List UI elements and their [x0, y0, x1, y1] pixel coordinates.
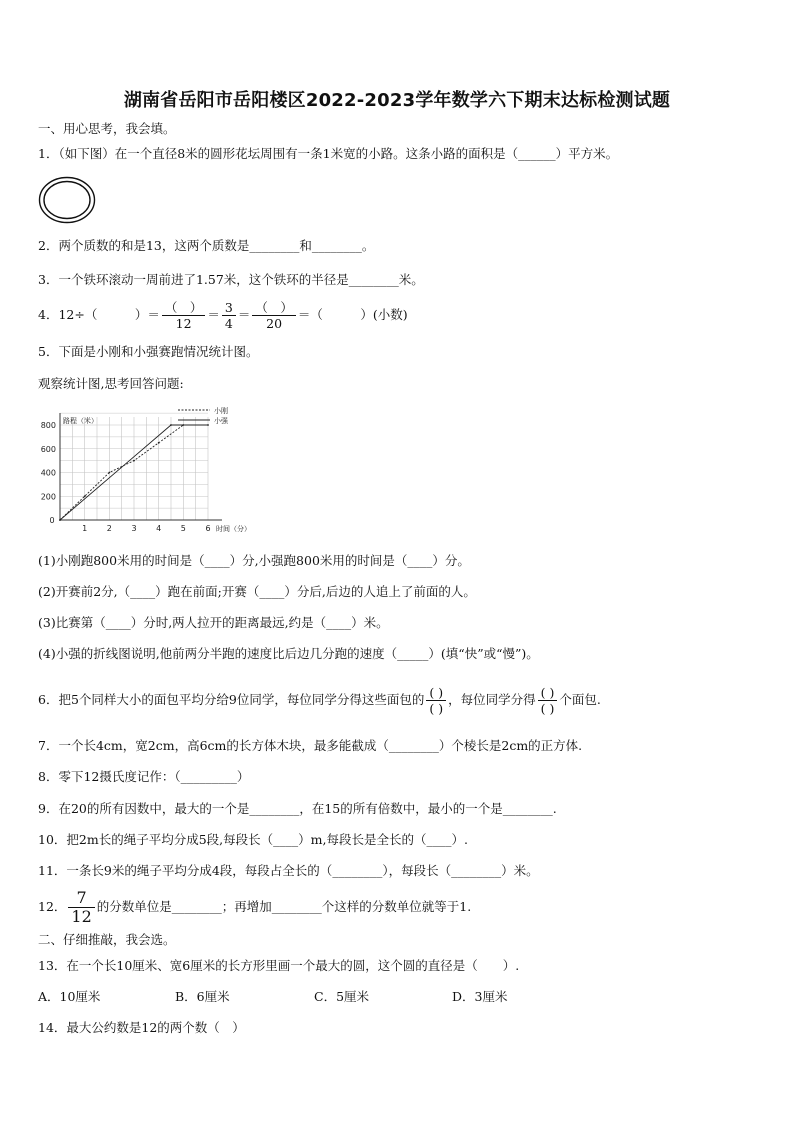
question-9: 9．在20的所有因数中，最大的一个是________，在15的所有倍数中，最小的一个是________. [38, 801, 557, 816]
q12-fraction-numerator: 7 [68, 889, 94, 908]
question-2: 2．两个质数的和是13，这两个质数是________和________。 [38, 238, 375, 253]
section-heading-2: 二、仔细推敲，我会选。 [38, 932, 176, 947]
chart-y-tick-label: 800 [40, 421, 56, 430]
chart-data-point [207, 424, 209, 426]
question-13: 13．在一个长10厘米、宽6厘米的长方形里画一个最大的圆，这个圆的直径是（ ）. [38, 958, 520, 973]
chart-data-point [84, 495, 86, 497]
q4-prefix: 4．12÷（ ）＝ [38, 307, 160, 322]
q4-fraction-3 [252, 300, 296, 331]
chart-x-tick-label: 1 [82, 524, 88, 533]
q13-option-b[interactable]: B．6厘米 [175, 989, 230, 1004]
question-11: 11．一条长9米的绳子平均分成4段，每段占全长的（________），每段长（________）米。 [38, 863, 539, 878]
ring-outer-circle [40, 178, 95, 223]
q4-equals-1: ＝ [207, 307, 220, 322]
chart-svg [38, 405, 283, 535]
question-5-part-1: (1)小刚跑800米用的时间是（____）分,小强跑800米用的时间是（____）分。 [38, 553, 470, 568]
chart-x-tick-label: 2 [106, 524, 112, 533]
question-7: 7．一个长4cm，宽2cm，高6cm的长方体木块，最多能截成（________）个棱长是2cm的正方体. [38, 738, 583, 753]
q6-text-3: 个面包. [559, 692, 601, 707]
chart-data-point [133, 460, 135, 462]
q4-fraction-2-denominator: 4 [224, 316, 233, 331]
chart-x-axis-label: 时间（分） [216, 525, 251, 533]
page-title: 湖南省岳阳市岳阳楼区2022-2023学年数学六下期末达标检测试题 [123, 90, 671, 111]
question-1: 1．（如下图）在一个直径8米的圆形花坛周围有一条1米宽的小路。这条小路的面积是（______）平方米。 [38, 146, 619, 161]
chart-y-axis-label: 路程（米） [63, 417, 98, 425]
question-5-part-4: (4)小强的折线图说明,他前两分半跑的速度比后边几分跑的速度（_____）(填“快”或“慢”)。 [38, 646, 539, 661]
question-5-part-2: (2)开赛前2分,（____）跑在前面;开赛（____）分后,后边的人追上了前面的人。 [38, 584, 476, 599]
q4-equals-2: ＝ [237, 307, 251, 322]
chart-x-tick-label: 4 [156, 524, 162, 533]
q13-option-c[interactable]: C．5厘米 [314, 989, 370, 1004]
question-8: 8．零下12摄氏度记作：（_________） [38, 769, 250, 784]
ring-inner-circle [44, 182, 90, 219]
q4-suffix: ＝（ ）(小数) [297, 307, 408, 322]
question-4 [38, 297, 408, 333]
chart-x-tick-label: 5 [180, 524, 186, 533]
q4-fraction-2 [222, 300, 236, 331]
q4-fraction-1-numerator: （ ） [162, 300, 206, 316]
q4-fraction-1 [162, 300, 206, 331]
chart-y-tick-label: 400 [40, 468, 56, 478]
chart-legend-label: 小刚 [214, 407, 228, 415]
q12-prefix: 12． [38, 899, 67, 914]
q12-fraction [68, 889, 94, 926]
question-14: 14．最大公约数是12的两个数（ ） [38, 1020, 245, 1035]
q12-suffix: 的分数单位是________；再增加________个这样的分数单位就等于1. [96, 899, 472, 914]
q13-option-a[interactable]: A．10厘米 [38, 989, 101, 1004]
question-12 [38, 883, 471, 931]
chart-x-tick-label: 0 [49, 516, 55, 525]
q6-fraction-2-denominator: ( ) [540, 701, 555, 716]
question-5-intro: 观察统计图,思考回答问题: [38, 376, 184, 391]
q4-fraction-3-numerator: （ ） [252, 300, 296, 316]
q12-fraction-denominator: 12 [71, 907, 92, 926]
section-heading-1: 一、用心思考，我会填。 [38, 121, 176, 136]
question-6 [38, 680, 601, 720]
q6-fraction-1-denominator: ( ) [429, 701, 444, 716]
q6-fraction-1-numerator: ( ) [426, 685, 446, 701]
q6-fraction-1 [426, 685, 446, 716]
question-3: 3．一个铁环滚动一周前进了1.57米，这个铁环的半径是________米。 [38, 272, 424, 287]
q4-fraction-3-denominator: 20 [266, 316, 283, 331]
question-5-part-3: (3)比赛第（____）分时,两人拉开的距离最远,约是（____）米。 [38, 615, 389, 630]
chart-data-point [158, 442, 160, 444]
q6-text-2: ，每位同学分得 [448, 692, 536, 707]
chart-legend-label: 小强 [214, 417, 228, 425]
ring-path-figure [38, 176, 98, 226]
chart-data-point [170, 424, 172, 426]
q13-option-d[interactable]: D．3厘米 [452, 989, 508, 1004]
q6-fraction-2-numerator: ( ) [538, 685, 558, 701]
chart-x-tick-label: 3 [131, 524, 137, 533]
question-10: 10．把2m长的绳子平均分成5段,每段长（____）m,每段长是全长的（____）. [38, 832, 468, 847]
chart-y-tick-label: 600 [40, 444, 56, 454]
q6-fraction-2 [538, 685, 558, 716]
chart-data-point [59, 519, 61, 521]
q6-text-1: 6．把5个同样大小的面包平均分给9位同学，每位同学分得这些面包的 [38, 692, 425, 707]
race-line-chart [38, 405, 283, 539]
question-5: 5．下面是小刚和小强赛跑情况统计图。 [38, 344, 259, 359]
chart-data-point [108, 472, 110, 474]
q4-fraction-2-numerator: 3 [222, 300, 236, 316]
chart-x-tick-label: 6 [205, 524, 211, 533]
chart-y-tick-label: 200 [40, 492, 56, 502]
q4-fraction-1-denominator: 12 [175, 316, 192, 331]
